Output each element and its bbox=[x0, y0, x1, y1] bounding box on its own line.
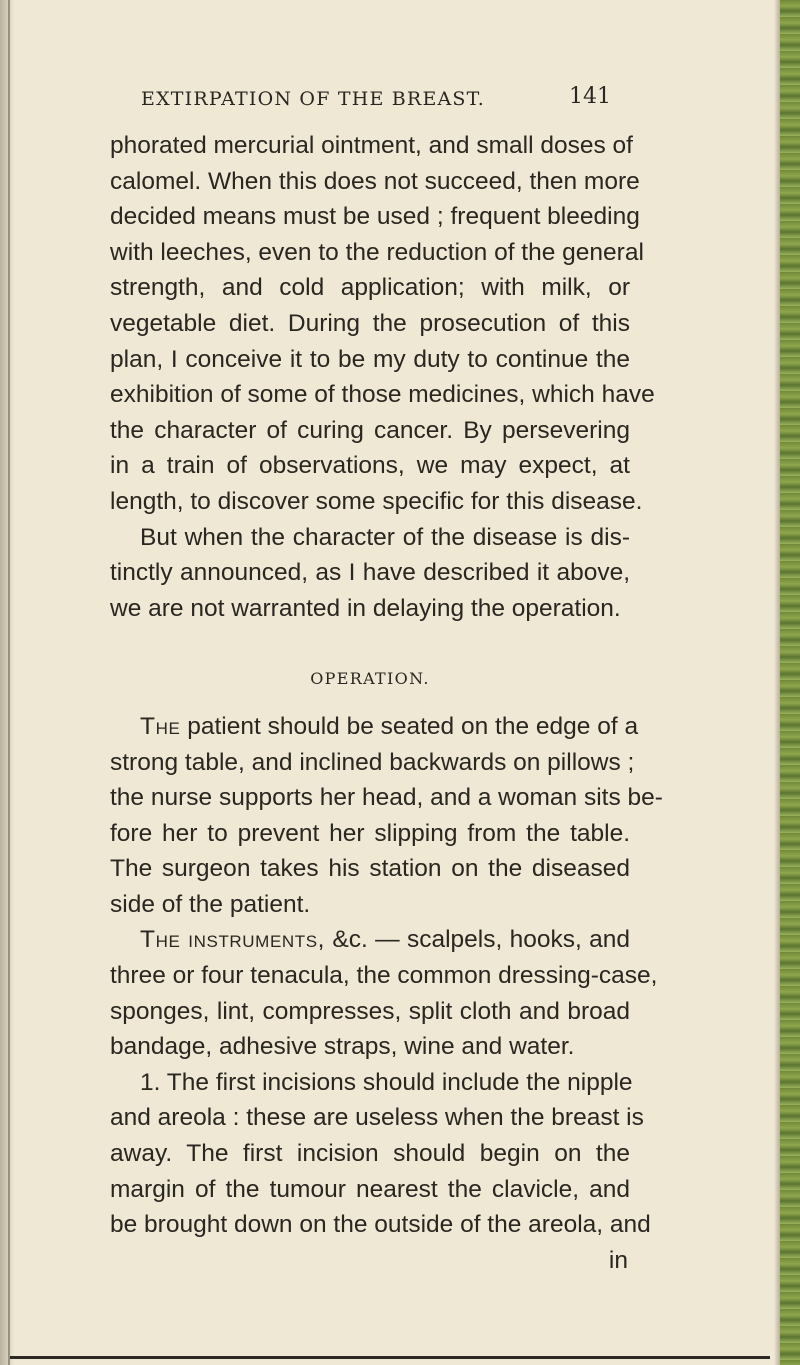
text-line: sponges, lint, compresses, split cloth and broad bbox=[110, 997, 630, 1025]
catchword: in bbox=[608, 1246, 628, 1274]
page-number: 141 bbox=[569, 84, 611, 109]
binding-edge bbox=[8, 0, 10, 1365]
text-line: the nurse supports her head, and a woman sits be- bbox=[110, 784, 663, 812]
text-line: side of the patient. bbox=[110, 890, 311, 918]
text-line: margin of the tumour nearest the clavicle, and bbox=[110, 1175, 630, 1203]
text-line: The surgeon takes his station on the diseased bbox=[110, 855, 630, 883]
text-line: we are not warranted in delaying the operation. bbox=[110, 594, 621, 622]
text-line: phorated mercurial ointment, and small doses of bbox=[110, 132, 633, 159]
text-line: with leeches, even to the reduction of the general bbox=[110, 238, 644, 266]
text-line: calomel. When this does not succeed, then more bbox=[110, 167, 640, 195]
text-line: fore her to prevent her slipping from the table. bbox=[110, 819, 630, 847]
text-line bbox=[110, 709, 639, 745]
text-line: But when the character of the disease is dis- bbox=[140, 523, 630, 551]
text-line: plan, I conceive it to be my duty to continue the bbox=[110, 345, 630, 373]
adjacent-page-edge bbox=[780, 0, 800, 1365]
text-line: and areola : these are useless when the breast is bbox=[110, 1104, 644, 1132]
text-line: strong table, and inclined backwards on pillows ; bbox=[110, 748, 635, 776]
text-line: exhibition of some of those medicines, which have bbox=[110, 381, 655, 409]
bottom-edge-rule bbox=[10, 1356, 770, 1359]
running-header bbox=[141, 84, 611, 122]
text-line: tinctly announced, as I have described it above, bbox=[110, 559, 630, 587]
line-rest: patient should be seated on the edge of a bbox=[180, 712, 639, 740]
text-line: away. The first incision should begin on the bbox=[110, 1140, 630, 1168]
lead-words: The bbox=[140, 712, 181, 740]
text-line: in a train of observations, we may expect, at bbox=[110, 452, 630, 480]
text-line: 1. The first incisions should include the nipple bbox=[140, 1068, 633, 1096]
text-line: strength, and cold application; with milk, or bbox=[110, 274, 630, 302]
text-line: the character of curing cancer. By persevering bbox=[110, 416, 630, 444]
line-rest: &c. — scalpels, hooks, and bbox=[325, 926, 630, 954]
text-line: bandage, adhesive straps, wine and water. bbox=[110, 1033, 575, 1061]
body-text bbox=[110, 128, 663, 1278]
text-line: be brought down on the outside of the areola, and bbox=[110, 1211, 651, 1239]
text-line: vegetable diet. During the prosecution of this bbox=[110, 309, 630, 337]
text-line: decided means must be used ; frequent bleeding bbox=[110, 203, 640, 231]
text-line bbox=[110, 922, 630, 958]
page-gutter bbox=[0, 0, 14, 1365]
section-heading: OPERATION. bbox=[310, 669, 430, 689]
text-line: length, to discover some specific for this disease. bbox=[110, 487, 643, 515]
text-line: three or four tenacula, the common dressing-case, bbox=[110, 962, 658, 990]
running-title: EXTIRPATION OF THE BREAST. bbox=[141, 88, 485, 110]
lead-words: The instruments, bbox=[140, 926, 326, 954]
